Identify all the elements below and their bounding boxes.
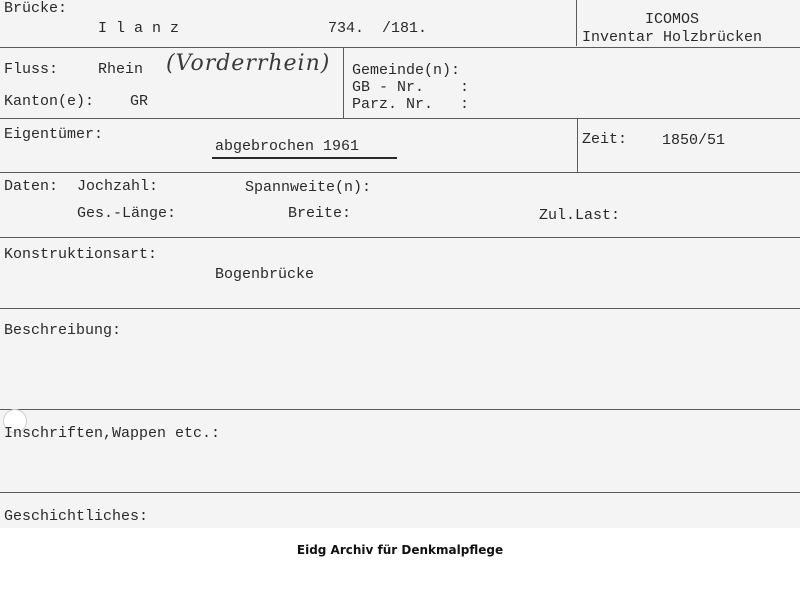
row-divider [0, 308, 800, 309]
load-label: Zul.Last: [539, 207, 621, 224]
river-label: Fluss: [4, 61, 59, 78]
header-divider [576, 0, 577, 46]
construction-value: Bogenbrücke [215, 266, 315, 283]
description-label: Beschreibung: [4, 322, 122, 339]
history-label: Geschichtliches: [4, 508, 149, 525]
river-value: Rhein [98, 61, 144, 78]
archive-credit: Eidg Archiv für Denkmalpflege [296, 543, 504, 557]
municipality-label: Gemeinde(n): [352, 62, 461, 79]
owner-underline [212, 157, 397, 159]
owner-label: Eigentümer: [4, 126, 104, 143]
handwritten-river-note: (Vorderrhein) [166, 51, 331, 76]
width-label: Breite: [288, 205, 352, 222]
time-label: Zeit: [582, 131, 628, 148]
total-length-label: Ges.-Länge: [77, 205, 177, 222]
inventory-title: Inventar Holzbrücken [582, 29, 763, 46]
canton-label: Kanton(e): [4, 93, 95, 110]
bridge-name: I l a n z [98, 20, 180, 37]
span-width-label: Spannweite(n): [245, 179, 372, 196]
bridge-number: 734. /181. [328, 20, 428, 37]
owner-value: abgebrochen 1961 [215, 138, 360, 155]
row-divider [0, 492, 800, 493]
data-label: Daten: [4, 178, 59, 195]
row-divider [0, 172, 800, 173]
gb-number-label: GB - Nr. : [352, 79, 470, 96]
inscriptions-label: Inschriften,Wappen etc.: [4, 425, 221, 442]
construction-label: Konstruktionsart: [4, 246, 158, 263]
location-divider [343, 48, 344, 118]
parcel-number-label: Parz. Nr. : [352, 96, 470, 113]
canton-value: GR [130, 93, 149, 110]
spans-label: Jochzahl: [77, 178, 159, 195]
org-name: ICOMOS [645, 11, 700, 28]
row-divider [0, 237, 800, 238]
time-divider [577, 119, 578, 172]
time-value: 1850/51 [662, 132, 726, 149]
row-divider [0, 118, 800, 119]
row-divider [0, 47, 800, 48]
row-divider [0, 409, 800, 410]
bridge-label: Brücke: [4, 0, 68, 17]
